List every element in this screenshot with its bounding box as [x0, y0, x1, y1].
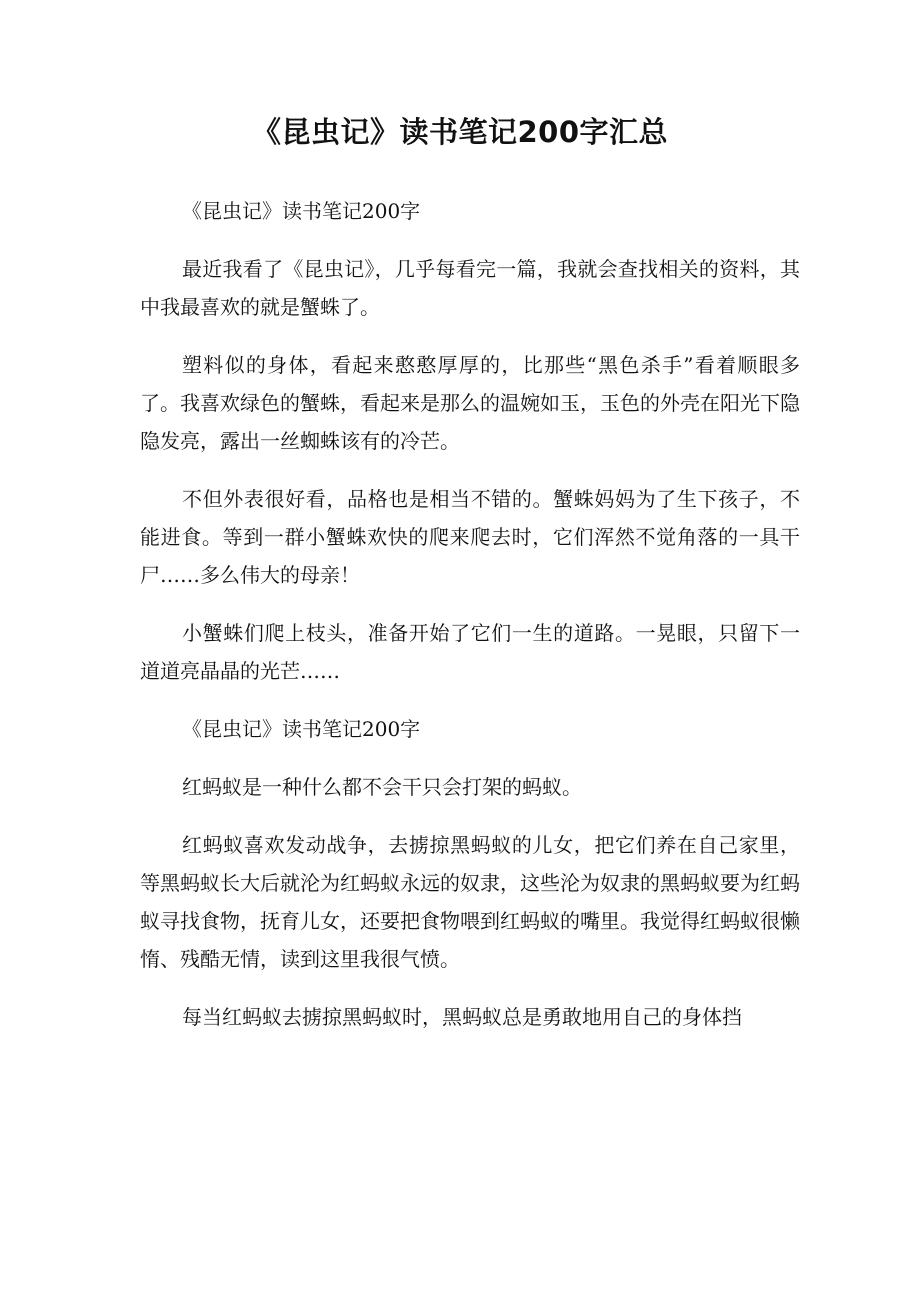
- paragraph: 塑料似的身体，看起来憨憨厚厚的，比那些“黑色杀手”看着顺眼多了。我喜欢绿色的蟹蛛，看起来是那么的温婉如玉，玉色的外壳在阳光下隐隐发亮，露出一丝蜘蛛该有的冷芒。: [140, 353, 800, 453]
- document-title: 《昆虫记》读书笔记200字汇总: [251, 115, 669, 149]
- paragraph: 红蚂蚁是一种什么都不会干只会打架的蚂蚁。: [182, 775, 582, 799]
- paragraph-heading-1: 《昆虫记》读书笔记200字: [182, 199, 421, 223]
- paragraph: 不但外表很好看，品格也是相当不错的。蟹蛛妈妈为了生下孩子，不能进食。等到一群小蟹蛛欢快的爬来爬去时，它们浑然不觉角落的一具干尸……多么伟大的母亲！: [140, 487, 800, 587]
- paragraph: 每当红蚂蚁去掳掠黑蚂蚁时，黑蚂蚁总是勇敢地用自己的身体挡: [182, 1005, 742, 1029]
- paragraph-heading-2: 《昆虫记》读书笔记200字: [182, 717, 421, 741]
- paragraph: 最近我看了《昆虫记》，几乎每看完一篇，我就会查找相关的资料，其中我最喜欢的就是蟹蛛了。: [140, 257, 800, 319]
- document-body: [140, 192, 800, 1056]
- paragraph: 小蟹蛛们爬上枝头，准备开始了它们一生的道路。一晃眼，只留下一道道亮晶晶的光芒……: [140, 621, 800, 683]
- paragraph: 红蚂蚁喜欢发动战争，去掳掠黑蚂蚁的儿女，把它们养在自己家里，等黑蚂蚁长大后就沦为红蚂蚁永远的奴隶，这些沦为奴隶的黑蚂蚁要为红蚂蚁寻找食物，抚育儿女，还要把食物喂到红蚂蚁的嘴里。我觉得红蚂蚁很懒惰、残酷无情，读到这里我很气愤。: [140, 833, 800, 971]
